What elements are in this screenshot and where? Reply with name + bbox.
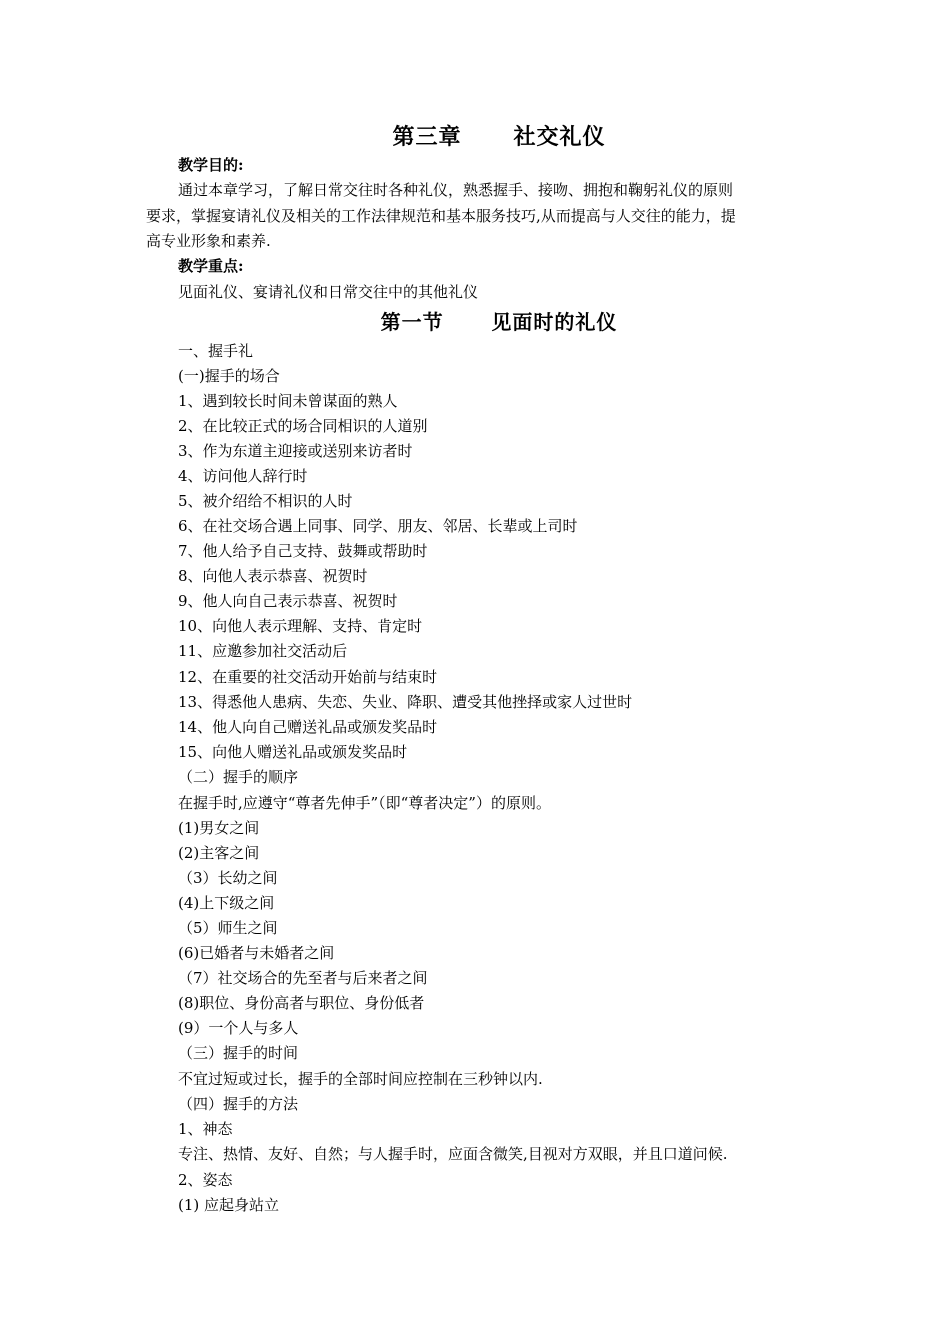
list-item: 9、他人向自己表示恭喜、祝贺时 xyxy=(178,592,398,610)
occasions-heading: (一)握手的场合 xyxy=(178,367,280,385)
list-item: (6)已婚者与未婚者之间 xyxy=(178,944,335,962)
order-intro: 在握手时,应遵守“尊者先伸手”（即“尊者决定”）的原则。 xyxy=(178,794,551,812)
chapter-title: 第三章 社交礼仪 xyxy=(392,124,606,150)
list-item: 4、访问他人辞行时 xyxy=(178,467,308,485)
list-item: （3）长幼之间 xyxy=(178,869,278,887)
objective-paragraph-line-2: 要求，掌握宴请礼仪及相关的工作法律规范和基本服务技巧,从而提高与人交往的能力，提 xyxy=(146,207,736,225)
order-heading: （二）握手的顺序 xyxy=(178,768,299,786)
handshake-heading: 一、握手礼 xyxy=(178,342,254,360)
method-item-1-text: 专注、热情、友好、自然；与人握手时，应面含微笑,目视对方双眼，并且口道问候. xyxy=(178,1145,728,1163)
objective-heading: 教学目的: xyxy=(178,156,244,174)
time-heading: （三）握手的时间 xyxy=(178,1044,299,1062)
list-item: (8)职位、身份高者与职位、身份低者 xyxy=(178,994,425,1012)
list-item: （7）社交场合的先至者与后来者之间 xyxy=(178,969,428,987)
list-item: （5）师生之间 xyxy=(178,919,278,937)
list-item: 6、在社交场合遇上同事、同学、朋友、邻居、长辈或上司时 xyxy=(178,517,578,535)
list-item: 2、在比较正式的场合同相识的人道别 xyxy=(178,417,428,435)
list-item: (9）一个人与多人 xyxy=(178,1019,299,1037)
list-item: 11、应邀参加社交活动后 xyxy=(178,642,348,660)
list-item: (4)上下级之间 xyxy=(178,894,275,912)
list-item: 1、遇到较长时间未曾谋面的熟人 xyxy=(178,392,398,410)
list-item: 7、他人给予自己支持、鼓舞或帮助时 xyxy=(178,542,428,560)
list-item: 10、向他人表示理解、支持、肯定时 xyxy=(178,617,423,635)
method-heading: （四）握手的方法 xyxy=(178,1095,299,1113)
list-item: 12、在重要的社交活动开始前与结束时 xyxy=(178,668,438,686)
focus-text: 见面礼仪、宴请礼仪和日常交往中的其他礼仪 xyxy=(178,283,479,301)
list-item: 13、得悉他人患病、失恋、失业、降职、遭受其他挫择或家人过世时 xyxy=(178,693,633,711)
objective-paragraph-line-1: 通过本章学习，了解日常交往时各种礼仪，熟悉握手、接吻、拥抱和鞠躬礼仪的原则 xyxy=(178,181,734,199)
list-item: 5、被介绍给不相识的人时 xyxy=(178,492,353,510)
time-text: 不宜过短或过长，握手的全部时间应控制在三秒钟以内. xyxy=(178,1070,543,1088)
objective-paragraph-line-3: 高专业形象和素养. xyxy=(146,232,271,250)
focus-heading: 教学重点: xyxy=(178,257,244,275)
list-item: (2)主客之间 xyxy=(178,844,260,862)
list-item: 15、向他人赠送礼品或颁发奖品时 xyxy=(178,743,408,761)
list-item: (1)男女之间 xyxy=(178,819,260,837)
method-item-1: 1、神态 xyxy=(178,1120,233,1138)
list-item: 14、他人向自己赠送礼品或颁发奖品时 xyxy=(178,718,438,736)
method-item-2: 2、姿态 xyxy=(178,1171,233,1189)
list-item: 8、向他人表示恭喜、祝贺时 xyxy=(178,567,368,585)
list-item: 3、作为东道主迎接或送别来访者时 xyxy=(178,442,413,460)
method-item-2-subitem: (1) 应起身站立 xyxy=(178,1196,280,1214)
section-title: 第一节 见面时的礼仪 xyxy=(380,310,618,334)
